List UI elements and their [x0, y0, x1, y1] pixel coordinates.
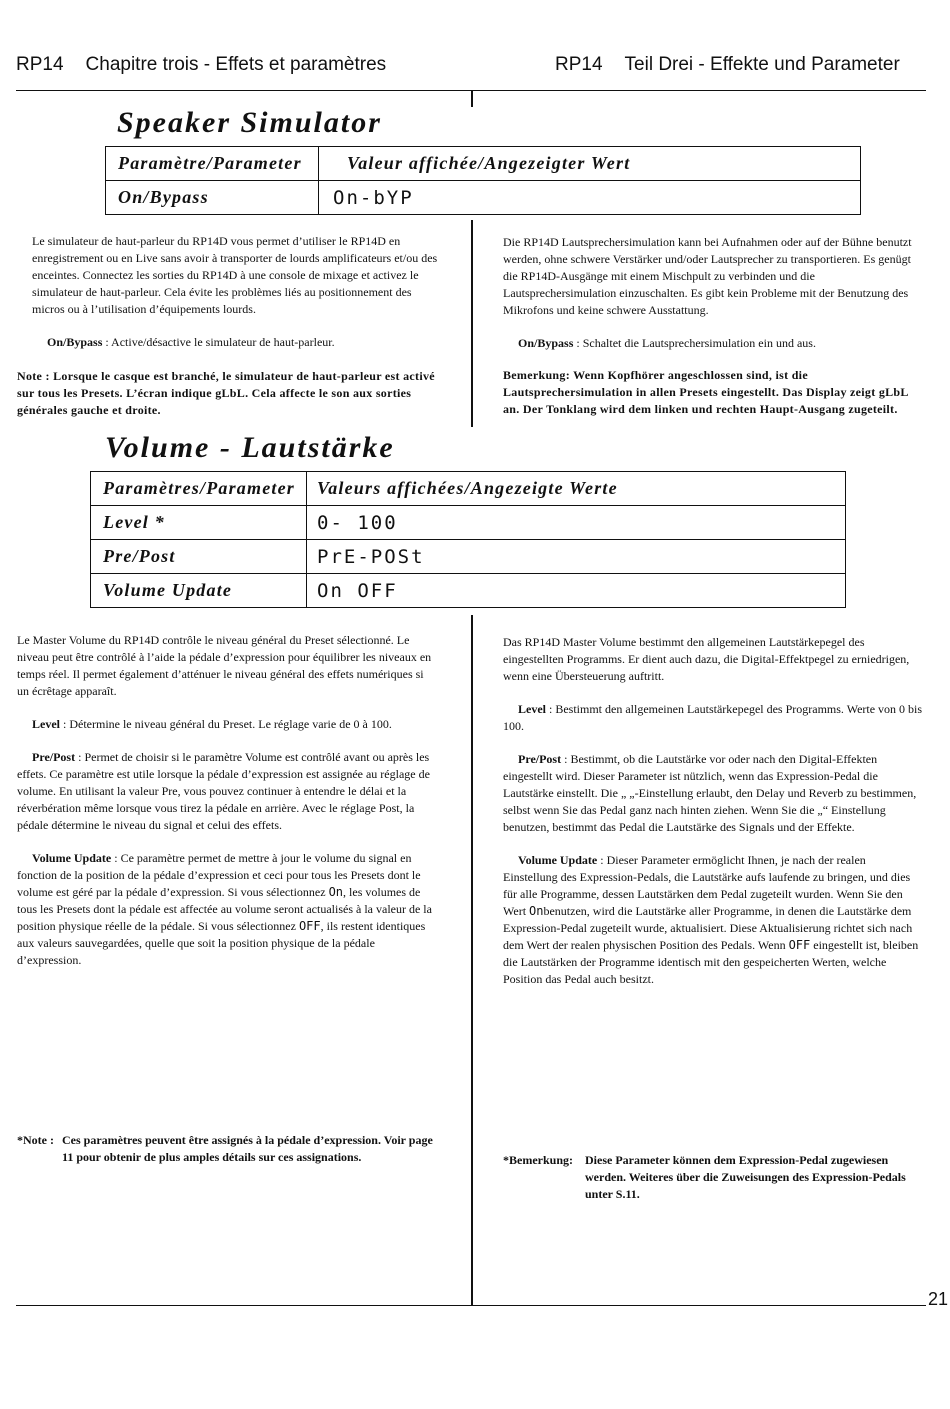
volume-param-table: [90, 471, 846, 608]
header-left-title: Chapitre trois - Effets et paramètres: [85, 54, 387, 75]
volume-de-level: Level : Bestimmt den allgemeinen Lautstärkepegel des Programms. Werte von 0 bis 100.: [503, 702, 923, 733]
speaker-title: Speaker Simulator: [117, 106, 382, 139]
speaker-de-intro: Die RP14D Lautsprechersimulation kann bei Aufnahmen oder auf der Bühne benutzt werden, ohne schwere Verstärker und/oder Lautsprecher zu transportieren. Es genügt die RP14D-Ausgänge mit einem Mischpult zu verbinden und die Lautsprechersimulation einzuschalten. Es gibt kein Probleme mit der Benutzung des Mikrofons und keine schwere Ausstattung.: [503, 235, 912, 317]
table-cell-lcd-value: PrE-POSt: [307, 540, 846, 574]
lcd-off-value: OFF: [788, 938, 811, 952]
volume-fr-prepost: Pre/Post : Permet de choisir si le paramètre Volume est contrôlé avant ou après les effets. Ce paramètre est utile lorsque la pédale d’expression est assignée au réglage de volume. En utilisant la valeur Pre, vous pouvez continuer à entendre le délai et la réverbération même lorsque vous tirez la pédale en arrière. Avec le réglage Post, la pédale détermine le niveau du signal et celui des effets.: [17, 750, 430, 832]
lcd-on-value: On: [529, 904, 544, 918]
volume-fr-column: [17, 632, 435, 985]
volume-fr-update: Volume Update : Ce paramètre permet de mettre à jour le volume du signal en fonction de la position de la pédale d’expression et ceci pour tous les Presets dont le volume est géré par la pédale d’expression. Si vous sélectionnez On, les volumes de tous les Presets dont la pédale est affectée au volume seront actualisés à la valeur de la position physique réelle de la pédale. Si vous sélectionnez OFF, ils restent identiques aux valeurs sauvegardées, quelle que soit la position physique de la pédale d’expression.: [17, 851, 432, 967]
speaker-param-table: [105, 146, 861, 215]
table-cell-lcd-value: 0- 100: [307, 506, 846, 540]
speaker-fr-intro: Le simulateur de haut-parleur du RP14D vous permet d’utiliser le RP14D en enregistrement ou en Live sans avoir à transporter de lourds amplificateurs et/ou des enceintes. Connectez les sorties du RP14D à une console de mixage et activez le simulateur de haut-parleur. Cela évite les problèmes liés au positionnement des micros ou à l’utilisation d’équipements lourds.: [32, 234, 438, 316]
table-cell-param: Level *: [91, 506, 307, 540]
table-header-param: Paramètre/Parameter: [106, 147, 319, 181]
header-divider: [471, 90, 473, 107]
table-header-value: Valeurs affichées/Angezeigte Werte: [307, 472, 846, 506]
volume-de-intro: Das RP14D Master Volume bestimmt den allgemeinen Lautstärkepegel des eingestellten Programms. Er dient auch dazu, die Digital-Effektpegel zu erniedrigen, wenn eine Übersteuerung auftritt.: [503, 635, 910, 683]
footnote-de-label: *Bemerkung:: [503, 1153, 573, 1167]
footnote-fr-text: Ces paramètres peuvent être assignés à la pédale d’expression. Voir page 11 pour obtenir de plus amples détails sur ces assignations.: [62, 1133, 433, 1164]
speaker-de-onbypass: On/Bypass : Schaltet die Lautsprechersimulation ein und aus.: [518, 336, 816, 350]
header-left-model: RP14: [16, 54, 64, 75]
header-right-model: RP14: [555, 54, 603, 75]
header-left: [16, 54, 386, 76]
footnote-de-text: Diese Parameter können dem Expression-Pedal zugewiesen werden. Weiteres über die Zuweisungen des Expression-Pedals unter S.11.: [585, 1153, 906, 1201]
footnote-de: [503, 1152, 923, 1203]
table-row: [91, 574, 846, 608]
header-right: [555, 54, 900, 76]
table-header-row: [106, 147, 861, 181]
footer-rule: [16, 1305, 926, 1306]
volume-column-divider: [471, 615, 473, 1305]
table-cell-lcd-value: On OFF: [307, 574, 846, 608]
table-cell-param: On/Bypass: [106, 181, 319, 215]
volume-de-update: Volume Update : Dieser Parameter ermöglicht Ihnen, je nach der realen Einstellung des Expression-Pedals, die Lautstärke aufs laufende zu bringen, und dies für alle Programme, dessen Lautstärken dem Pedal zugeteilt wurden. Wenn Sie den Wert Onbenutzen, wird die Lautstärke aller Programme, in denen die Lautstärke dem Expression-Pedal zugeteilt wurde, aktualisiert. Diese Aktualisierung richtet sich nach dem Wert der realen physischen Position des Pedals. Wenn OFF eingestellt ist, bleiben die Lautstärken der Programme identisch mit den gespeicherten Werten, welche Position das Pedal auch besitzt.: [503, 853, 919, 986]
table-header-param: Paramètres/Parameter: [91, 472, 307, 506]
table-header-value: Valeur affichée/Angezeigter Wert: [319, 147, 861, 181]
table-cell-lcd-value: On-bYP: [319, 181, 861, 215]
table-cell-param: Pre/Post: [91, 540, 307, 574]
volume-de-prepost: Pre/Post : Bestimmt, ob die Lautstärke vor oder nach den Digital-Effekten eingestellt wird. Dieser Parameter ist nützlich, wenn das Expression-Pedal die Lautstärke einstellt. Die „ „-Einstellung erlaubt, den Delay und Reverb zu bestimmen, selbst wenn Sie das Pedal ganz nach hinten ziehen. Wenn Sie die „“ Einstellung benutzen, bestimmt das Pedal die Lautstärke des Signals und der Effekte.: [503, 752, 917, 834]
footnote-fr-label: *Note :: [17, 1133, 54, 1147]
footnote-fr: [17, 1132, 437, 1166]
table-row: [106, 181, 861, 215]
volume-de-column: [503, 634, 923, 1004]
page-number: 21: [928, 1289, 949, 1309]
table-row: [91, 540, 846, 574]
speaker-de-column: [503, 234, 923, 434]
lcd-on-value: On: [328, 885, 344, 899]
volume-fr-intro: Le Master Volume du RP14D contrôle le niveau général du Preset sélectionné. Le niveau peut être contrôlé à l’aide la pédale d’expression pour équilibrer les niveaux en temps réel. Il permet également d’atténuer le niveau général des effets numériques si un écrêtage apparaît.: [17, 633, 432, 698]
table-row: [91, 506, 846, 540]
volume-fr-level: Level : Détermine le niveau général du Preset. Le réglage varie de 0 à 100.: [32, 717, 392, 731]
lcd-off-value: OFF: [298, 919, 321, 933]
speaker-fr-column: [32, 233, 442, 367]
header-right-title: Teil Drei - Effekte und Parameter: [624, 54, 900, 75]
speaker-fr-note: Note : Lorsque le casque est branché, le simulateur de haut-parleur est activé sur tous les Presets. L’écran indique gLbL. Cela affecte le son aux sorties générales gauche et droite.: [17, 369, 435, 417]
table-header-row: [91, 472, 846, 506]
table-cell-param: Volume Update: [91, 574, 307, 608]
speaker-de-note: Bemerkung: Wenn Kopfhörer angeschlossen sind, ist die Lautsprechersimulation in allen Presets eingestellt. Das Display zeigt gLbL an. Der Tonklang wird dem linken und rechten Haupt-Ausgang zugeteilt.: [503, 368, 909, 416]
speaker-column-divider: [471, 220, 473, 427]
speaker-fr-onbypass: On/Bypass : Active/désactive le simulateur de haut-parleur.: [47, 335, 335, 349]
volume-title: Volume - Lautstärke: [105, 431, 395, 464]
